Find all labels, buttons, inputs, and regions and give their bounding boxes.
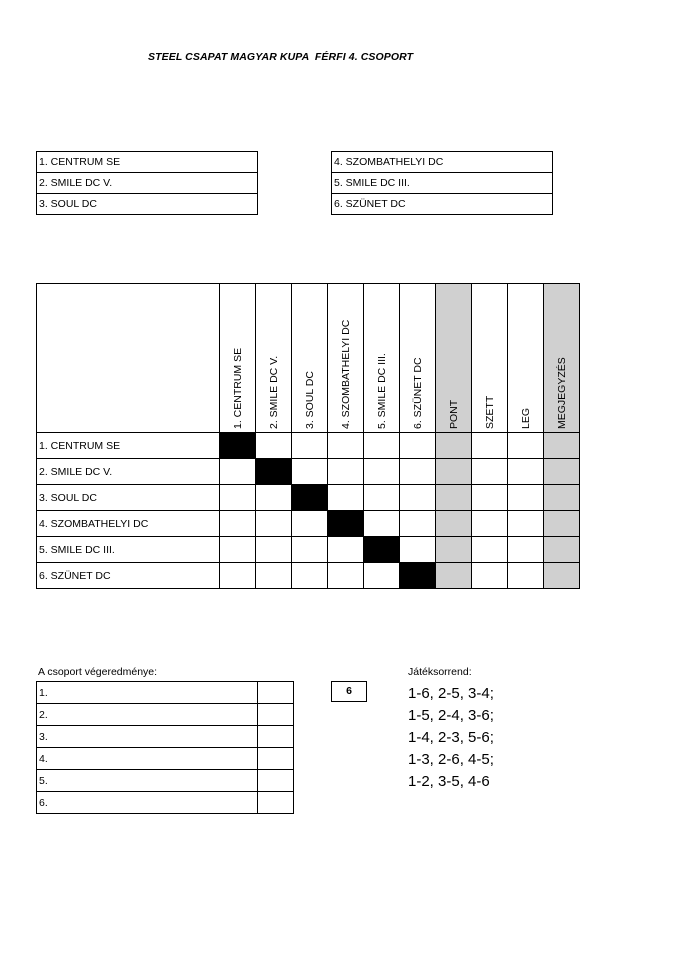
matrix-cell[interactable] (544, 485, 580, 511)
matrix-row (37, 433, 580, 459)
matrix-cell[interactable] (436, 511, 472, 537)
matrix-cell[interactable] (544, 563, 580, 589)
standings-place[interactable]: 5. (37, 770, 258, 792)
matrix-cell[interactable] (292, 433, 328, 459)
col-header-label: 2. SMILE DC V. (267, 355, 280, 429)
matrix-row-label: 5. SMILE DC III. (37, 537, 220, 563)
col-header-label: MEGJEGYZÉS (555, 357, 568, 429)
matrix-cell[interactable] (328, 563, 364, 589)
col-header-pont (436, 284, 472, 433)
matrix-cell[interactable] (472, 511, 508, 537)
standings-place[interactable]: 4. (37, 748, 258, 770)
standings-row (37, 726, 294, 748)
matrix-cell[interactable] (508, 459, 544, 485)
matrix-cell[interactable] (220, 459, 256, 485)
standings-value[interactable] (258, 726, 294, 748)
final-standings-table (36, 681, 294, 814)
standings-row (37, 792, 294, 814)
matrix-cell[interactable] (328, 485, 364, 511)
match-round: 1-5, 2-4, 3-6; (408, 707, 494, 724)
matrix-diagonal-cell (292, 485, 328, 511)
col-header-szett (472, 284, 508, 433)
matrix-row (37, 511, 580, 537)
matrix-row-label: 3. SOUL DC (37, 485, 220, 511)
matrix-diagonal-cell (400, 563, 436, 589)
standings-place[interactable]: 6. (37, 792, 258, 814)
matrix-cell[interactable] (472, 485, 508, 511)
matrix-cell[interactable] (508, 537, 544, 563)
col-header (400, 284, 436, 433)
page-title: STEEL CSAPAT MAGYAR KUPA FÉRFI 4. CSOPORT (148, 51, 414, 63)
col-header (220, 284, 256, 433)
matrix-cell[interactable] (436, 563, 472, 589)
matrix-cell[interactable] (508, 433, 544, 459)
matrix-row-label: 2. SMILE DC V. (37, 459, 220, 485)
matrix-cell[interactable] (256, 537, 292, 563)
matrix-diagonal-cell (364, 537, 400, 563)
team-entry: 3. SOUL DC (37, 194, 258, 215)
col-header (328, 284, 364, 433)
standings-value[interactable] (258, 682, 294, 704)
matrix-cell[interactable] (256, 511, 292, 537)
col-header (292, 284, 328, 433)
matrix-cell[interactable] (436, 537, 472, 563)
matrix-cell[interactable] (364, 511, 400, 537)
matrix-row-label: 4. SZOMBATHELYI DC (37, 511, 220, 537)
matrix-row-label: 6. SZÜNET DC (37, 563, 220, 589)
matrix-cell[interactable] (220, 485, 256, 511)
matrix-cell[interactable] (364, 563, 400, 589)
col-header-leg (508, 284, 544, 433)
matrix-cell[interactable] (472, 459, 508, 485)
matrix-cell[interactable] (544, 433, 580, 459)
matrix-cell[interactable] (292, 563, 328, 589)
col-header-label: SZETT (483, 395, 496, 429)
matrix-cell[interactable] (220, 563, 256, 589)
match-order-label: Játéksorrend: (408, 666, 472, 678)
team-entry: 6. SZÜNET DC (332, 194, 553, 215)
matrix-cell[interactable] (364, 485, 400, 511)
matrix-cell[interactable] (328, 433, 364, 459)
matrix-row (37, 459, 580, 485)
matrix-cell[interactable] (544, 459, 580, 485)
matrix-cell[interactable] (400, 537, 436, 563)
matrix-cell[interactable] (364, 459, 400, 485)
team-entry: 4. SZOMBATHELYI DC (332, 152, 553, 173)
col-header-label: PONT (447, 399, 460, 429)
matrix-cell[interactable] (328, 537, 364, 563)
matrix-diagonal-cell (256, 459, 292, 485)
matrix-cell[interactable] (400, 511, 436, 537)
matrix-row-label: 1. CENTRUM SE (37, 433, 220, 459)
col-header-megjegyzes (544, 284, 580, 433)
matrix-cell[interactable] (220, 537, 256, 563)
standings-row (37, 682, 294, 704)
standings-value[interactable] (258, 748, 294, 770)
matrix-cell[interactable] (400, 459, 436, 485)
matrix-cell[interactable] (220, 511, 256, 537)
match-round: 1-4, 2-3, 5-6; (408, 729, 494, 746)
matrix-cell[interactable] (472, 433, 508, 459)
standings-row (37, 704, 294, 726)
matrix-header-row (37, 284, 580, 433)
results-label: A csoport végeredménye: (38, 666, 158, 678)
match-round: 1-2, 3-5, 4-6 (408, 773, 490, 790)
match-round: 1-6, 2-5, 3-4; (408, 685, 494, 702)
col-header-label: 4. SZOMBATHELYI DC (339, 319, 352, 429)
matrix-cell[interactable] (400, 433, 436, 459)
standings-place[interactable]: 1. (37, 682, 258, 704)
standings-value[interactable] (258, 770, 294, 792)
team-entry: 2. SMILE DC V. (37, 173, 258, 194)
matrix-cell[interactable] (328, 459, 364, 485)
col-header-label: 3. SOUL DC (303, 371, 316, 429)
matrix-corner (37, 284, 220, 433)
col-header-label: 1. CENTRUM SE (231, 347, 244, 429)
matrix-cell[interactable] (544, 537, 580, 563)
matrix-row (37, 485, 580, 511)
teams-list-right (331, 151, 553, 215)
results-matrix (36, 283, 580, 589)
matrix-cell[interactable] (472, 537, 508, 563)
col-header-label: 5. SMILE DC III. (375, 353, 388, 429)
matrix-cell[interactable] (364, 433, 400, 459)
matrix-cell[interactable] (508, 511, 544, 537)
matrix-cell[interactable] (508, 563, 544, 589)
matrix-cell[interactable] (292, 537, 328, 563)
matrix-cell[interactable] (292, 511, 328, 537)
col-header (256, 284, 292, 433)
matrix-row (37, 537, 580, 563)
col-header-label: LEG (519, 407, 532, 429)
team-entry: 5. SMILE DC III. (332, 173, 553, 194)
match-order-list (408, 683, 494, 793)
standings-place[interactable]: 2. (37, 704, 258, 726)
matrix-cell[interactable] (292, 459, 328, 485)
col-header-label: 6. SZÜNET DC (411, 357, 424, 429)
matrix-cell[interactable] (256, 485, 292, 511)
matrix-cell[interactable] (472, 563, 508, 589)
matrix-cell[interactable] (256, 433, 292, 459)
standings-row (37, 770, 294, 792)
standings-value[interactable] (258, 792, 294, 814)
team-count-box: 6 (331, 681, 367, 702)
standings-place[interactable]: 3. (37, 726, 258, 748)
matrix-row (37, 563, 580, 589)
col-header (364, 284, 400, 433)
matrix-cell[interactable] (436, 485, 472, 511)
matrix-diagonal-cell (328, 511, 364, 537)
standings-value[interactable] (258, 704, 294, 726)
matrix-cell[interactable] (436, 459, 472, 485)
matrix-cell[interactable] (508, 485, 544, 511)
matrix-cell[interactable] (436, 433, 472, 459)
teams-list-left (36, 151, 258, 215)
matrix-cell[interactable] (544, 511, 580, 537)
matrix-cell[interactable] (400, 485, 436, 511)
match-round: 1-3, 2-6, 4-5; (408, 751, 494, 768)
standings-row (37, 748, 294, 770)
team-entry: 1. CENTRUM SE (37, 152, 258, 173)
matrix-diagonal-cell (220, 433, 256, 459)
matrix-cell[interactable] (256, 563, 292, 589)
